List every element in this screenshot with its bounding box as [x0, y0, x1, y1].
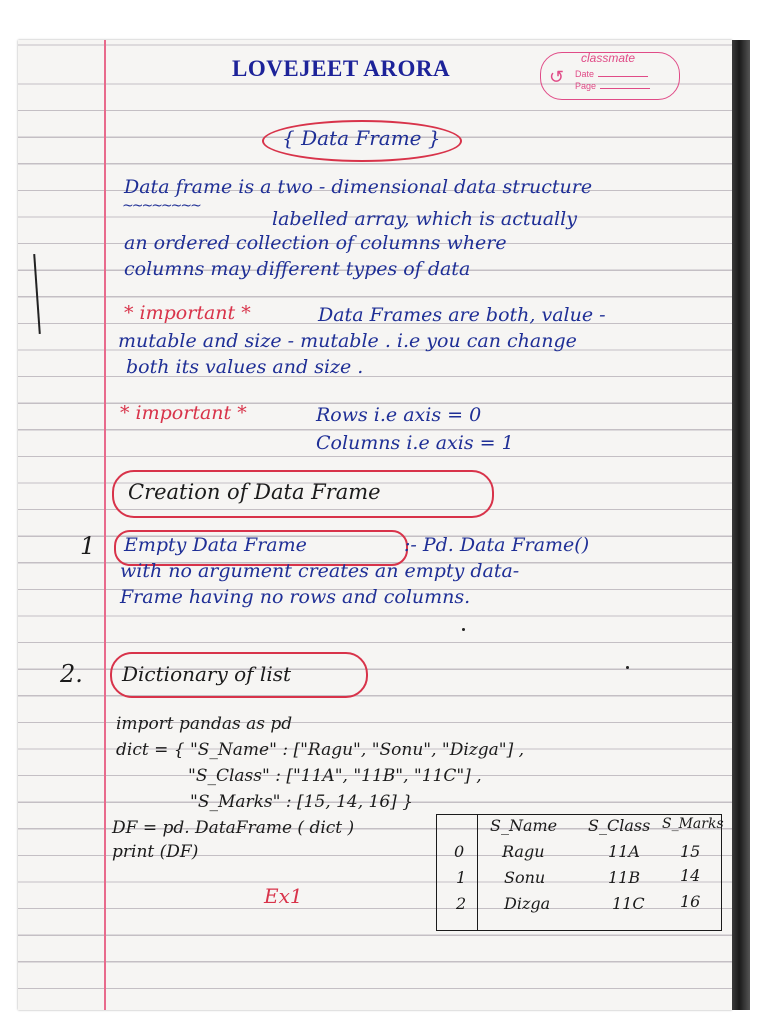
margin-line	[104, 40, 106, 1010]
example-label: Ex1	[264, 884, 303, 908]
item-1-title: Empty Data Frame	[124, 534, 307, 556]
page-edge-shadow	[732, 40, 750, 1010]
table-cell: Ragu	[502, 842, 545, 861]
creation-heading: Creation of Data Frame	[128, 480, 381, 504]
author-name: LOVEJEET ARORA	[232, 56, 451, 81]
definition-line-2: labelled array, which is actually	[272, 208, 577, 230]
definition-line-4: columns may different types of data	[124, 258, 471, 280]
code-line-5: DF = pd. DataFrame ( dict )	[112, 818, 355, 838]
item-2-title: Dictionary of list	[122, 662, 292, 686]
underline-squiggle: ~~~~~~~~	[122, 198, 200, 214]
stamp-page-label: Page	[575, 81, 597, 91]
table-index-divider	[477, 814, 478, 930]
important-1-line-3: both its values and size .	[126, 356, 364, 378]
stamp-date-row	[575, 69, 648, 79]
table-cell: 14	[680, 866, 701, 885]
stamp-arrow-icon: ↺	[549, 67, 565, 87]
table-cell: 16	[680, 892, 701, 911]
notes-heading: { Data Frame }	[282, 126, 441, 150]
table-cell: Dizga	[504, 894, 551, 913]
code-line-6: print (DF)	[112, 842, 199, 862]
item-1-line-1: with no argument creates an empty data-	[120, 560, 520, 582]
code-line-1: import pandas as pd	[116, 714, 293, 734]
notebook-brand-stamp	[540, 52, 680, 100]
item-number-2: 2.	[60, 660, 83, 688]
axis-columns-line: Columns i.e axis = 1	[316, 432, 514, 454]
table-row-index: 0	[454, 842, 465, 861]
table-cell: 11A	[608, 842, 640, 861]
stamp-brand-label: classmate	[581, 51, 636, 65]
table-cell: 11B	[608, 868, 641, 887]
item-number-1: 1	[80, 532, 96, 560]
table-cell: 15	[680, 842, 701, 861]
table-row-index: 2	[456, 894, 467, 913]
table-header-cell: S_Marks	[662, 816, 724, 832]
code-line-3: "S_Class" : ["11A", "11B", "11C"] ,	[188, 766, 482, 786]
table-header-cell: S_Class	[588, 816, 651, 835]
axis-rows-line: Rows i.e axis = 0	[316, 404, 482, 426]
definition-line-3: an ordered collection of columns where	[124, 232, 507, 254]
item-1-line-2: Frame having no rows and columns.	[120, 586, 471, 608]
important-tag-2: * important *	[120, 402, 247, 424]
table-cell: 11C	[612, 894, 645, 913]
definition-line-1: Data frame is a two - dimensional data structure	[124, 176, 593, 198]
item-1-function: :- Pd. Data Frame()	[404, 534, 590, 556]
ink-dot	[462, 628, 465, 631]
ink-dot	[626, 666, 629, 669]
code-line-2: dict = { "S_Name" : ["Ragu", "Sonu", "Dizga"] ,	[116, 740, 525, 760]
table-cell: Sonu	[504, 868, 546, 887]
table-row-index: 1	[456, 868, 467, 887]
stamp-page-row	[575, 81, 650, 91]
code-line-4: "S_Marks" : [15, 14, 16] }	[190, 792, 414, 812]
important-tag-1: * important *	[124, 302, 251, 324]
important-1-line-1: Data Frames are both, value -	[318, 304, 606, 326]
stamp-date-label: Date	[575, 69, 595, 79]
important-1-line-2: mutable and size - mutable . i.e you can change	[118, 330, 577, 352]
table-header-cell: S_Name	[490, 816, 558, 835]
